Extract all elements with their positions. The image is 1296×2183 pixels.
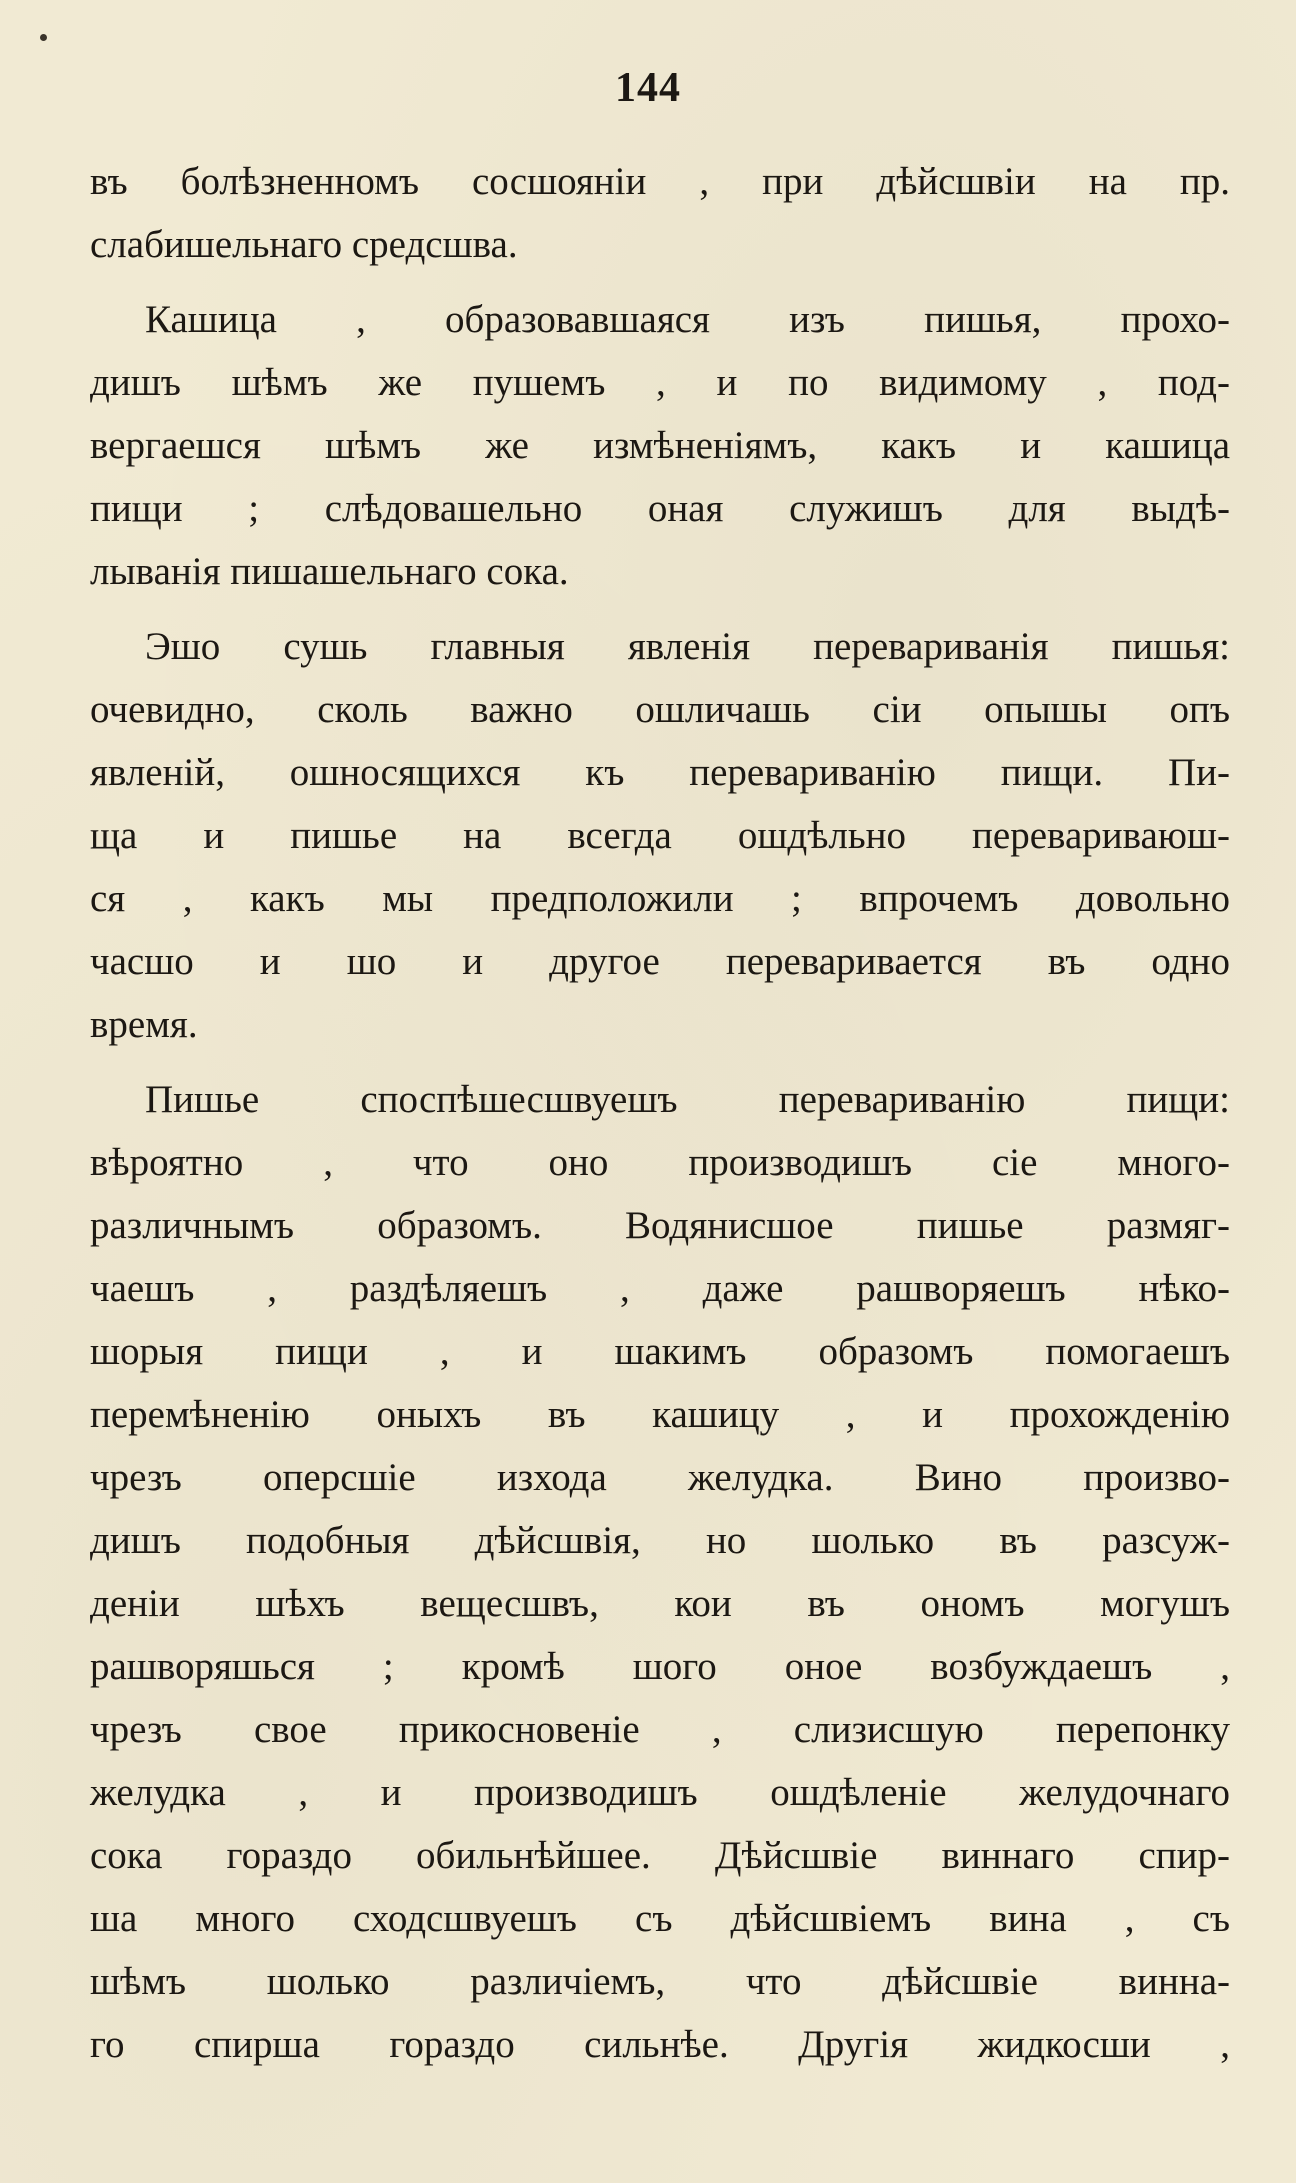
text-line: вѣроятно , что оно производишъ сіе много- xyxy=(90,1141,1230,1184)
text-line: пищи ; слѣдовашельно оная служишъ для выдѣ- xyxy=(90,487,1230,530)
text-line: Кашица , образовавшаяся изъ пишья, прохо- xyxy=(145,298,1230,341)
text-line: явленій, ошносящихся къ перевариванію пищи. Пи- xyxy=(90,751,1230,794)
text-line: очевидно, сколь важно ошличашь сіи опышы опъ xyxy=(90,688,1230,731)
text-line: ща и пишье на всегда ошдѣльно перевариваюш- xyxy=(90,814,1230,857)
text-line: желудка , и производишъ ошдѣленіе желудочнаго xyxy=(90,1771,1230,1814)
text-line: Пишье споспѣшесшвуешъ перевариванію пищи: xyxy=(145,1078,1230,1121)
text-line: дишъ подобныя дѣйсшвія, но шолько въ разсуж- xyxy=(90,1519,1230,1562)
text-line: въ болѣзненномъ сосшояніи , при дѣйсшвіи на пр. xyxy=(90,160,1230,203)
text-line: ша много сходсшвуешъ съ дѣйсшвіемъ вина , съ xyxy=(90,1897,1230,1940)
text-line: Эшо сушь главныя явленія перевариванія пишья: xyxy=(145,625,1230,668)
text-line: различнымъ образомъ. Водянисшое пишье размяг- xyxy=(90,1204,1230,1247)
text-line: дишъ шѣмъ же пушемъ , и по видимому , под- xyxy=(90,361,1230,404)
text-line: вергаешся шѣмъ же измѣненіямъ, какъ и кашица xyxy=(90,424,1230,467)
text-line: часшо и шо и другое переваривается въ одно xyxy=(90,940,1230,983)
page-number: 144 xyxy=(615,65,681,111)
text-line: чаешъ , раздѣляешъ , даже рашворяешъ нѣко- xyxy=(90,1267,1230,1310)
text-line: чрезъ оперсшіе изхода желудка. Вино произво- xyxy=(90,1456,1230,1499)
text-line: шорыя пищи , и шакимъ образомъ помогаешъ xyxy=(90,1330,1230,1373)
paragraph-gap xyxy=(90,603,1230,615)
paragraph-gap xyxy=(90,1056,1230,1068)
text-line: чрезъ свое прикосновеніе , слизисшую перепонку xyxy=(90,1708,1230,1751)
text-line: сока гораздо обильнѣйшее. Дѣйсшвіе виннаго спир- xyxy=(90,1834,1230,1877)
text-line: перемѣненію оныхъ въ кашицу , и прохожденію xyxy=(90,1393,1230,1436)
ink-speck xyxy=(40,34,47,41)
body-text xyxy=(90,150,1230,2076)
text-line: время. xyxy=(90,1003,198,1046)
text-line: рашворяшься ; кромѣ шого оное возбуждаешъ , xyxy=(90,1645,1230,1688)
paragraph-gap xyxy=(90,276,1230,288)
text-line: лыванія пишашельнаго сока. xyxy=(90,550,569,593)
text-line: деніи шѣхъ вещесшвъ, кои въ ономъ могушъ xyxy=(90,1582,1230,1625)
text-line: го спирша гораздо сильнѣе. Другія жидкосши , xyxy=(90,2023,1230,2066)
text-line: ся , какъ мы предположили ; впрочемъ довольно xyxy=(90,877,1230,920)
text-line: слабишельнаго средсшва. xyxy=(90,223,518,266)
text-line: шѣмъ шолько различіемъ, что дѣйсшвіе винна- xyxy=(90,1960,1230,2003)
